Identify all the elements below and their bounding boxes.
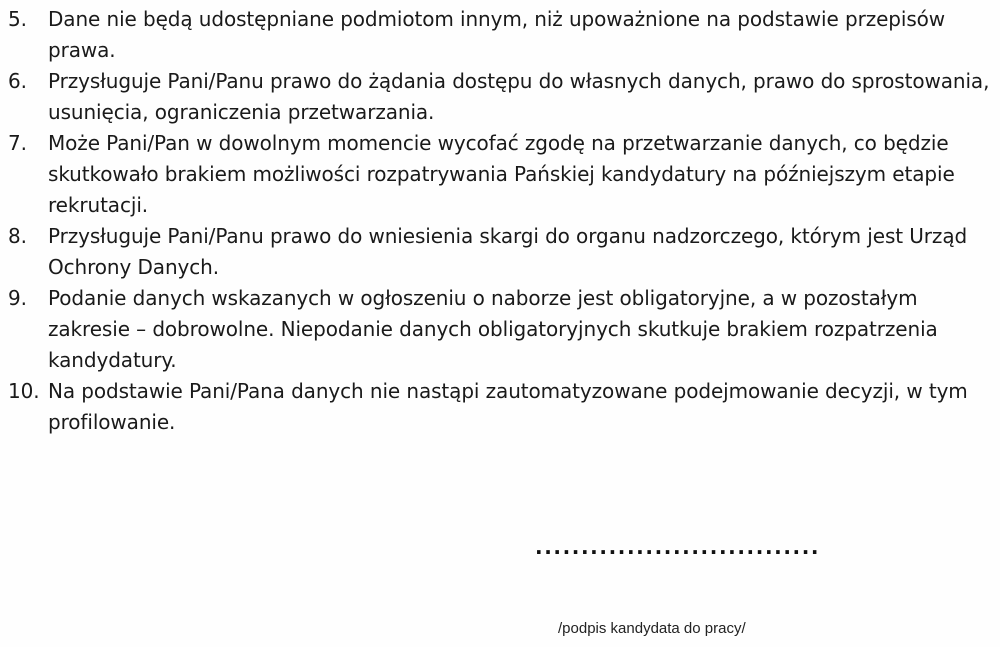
list-item (0, 128, 1000, 221)
item-text: Przysługuje Pani/Panu prawo do wniesienia skargi do organu nadzorczego, którym jest Urząd Ochrony Danych. (48, 224, 968, 279)
item-text: Dane nie będą udostępniane podmiotom innym, niż upoważnione na podstawie przepisów prawa. (48, 7, 946, 62)
clause-list (0, 4, 1000, 438)
item-number: 9. (8, 286, 27, 310)
list-item (0, 283, 1000, 376)
item-text: Może Pani/Pan w dowolnym momencie wycofać zgodę na przetwarzanie danych, co będzie skutkowało brakiem możliwości rozpatrywania Pańskiej kandydatury na późniejszym etapie rekrutacji. (48, 131, 955, 217)
signature-caption: /podpis kandydata do pracy/ (558, 620, 746, 637)
signature-line: ............................... (535, 535, 821, 559)
item-number: 7. (8, 131, 27, 155)
item-text: Na podstawie Pani/Pana danych nie nastąpi zautomatyzowane podejmowanie decyzji, w tym profilowanie. (48, 379, 968, 434)
list-item (0, 376, 1000, 438)
item-number: 10. (8, 379, 40, 403)
item-text: Podanie danych wskazanych w ogłoszeniu o naborze jest obligatoryjne, a w pozostałym zakresie – dobrowolne. Niepodanie danych obligatoryjnych skutkuje brakiem rozpatrzenia kandydatury. (48, 286, 938, 372)
item-text: Przysługuje Pani/Panu prawo do żądania dostępu do własnych danych, prawo do sprostowania, usunięcia, ograniczenia przetwarzania. (48, 69, 990, 124)
item-number: 6. (8, 69, 27, 93)
item-number: 8. (8, 224, 27, 248)
list-item (0, 66, 1000, 128)
item-number: 5. (8, 7, 27, 31)
list-item (0, 4, 1000, 66)
list-item (0, 221, 1000, 283)
